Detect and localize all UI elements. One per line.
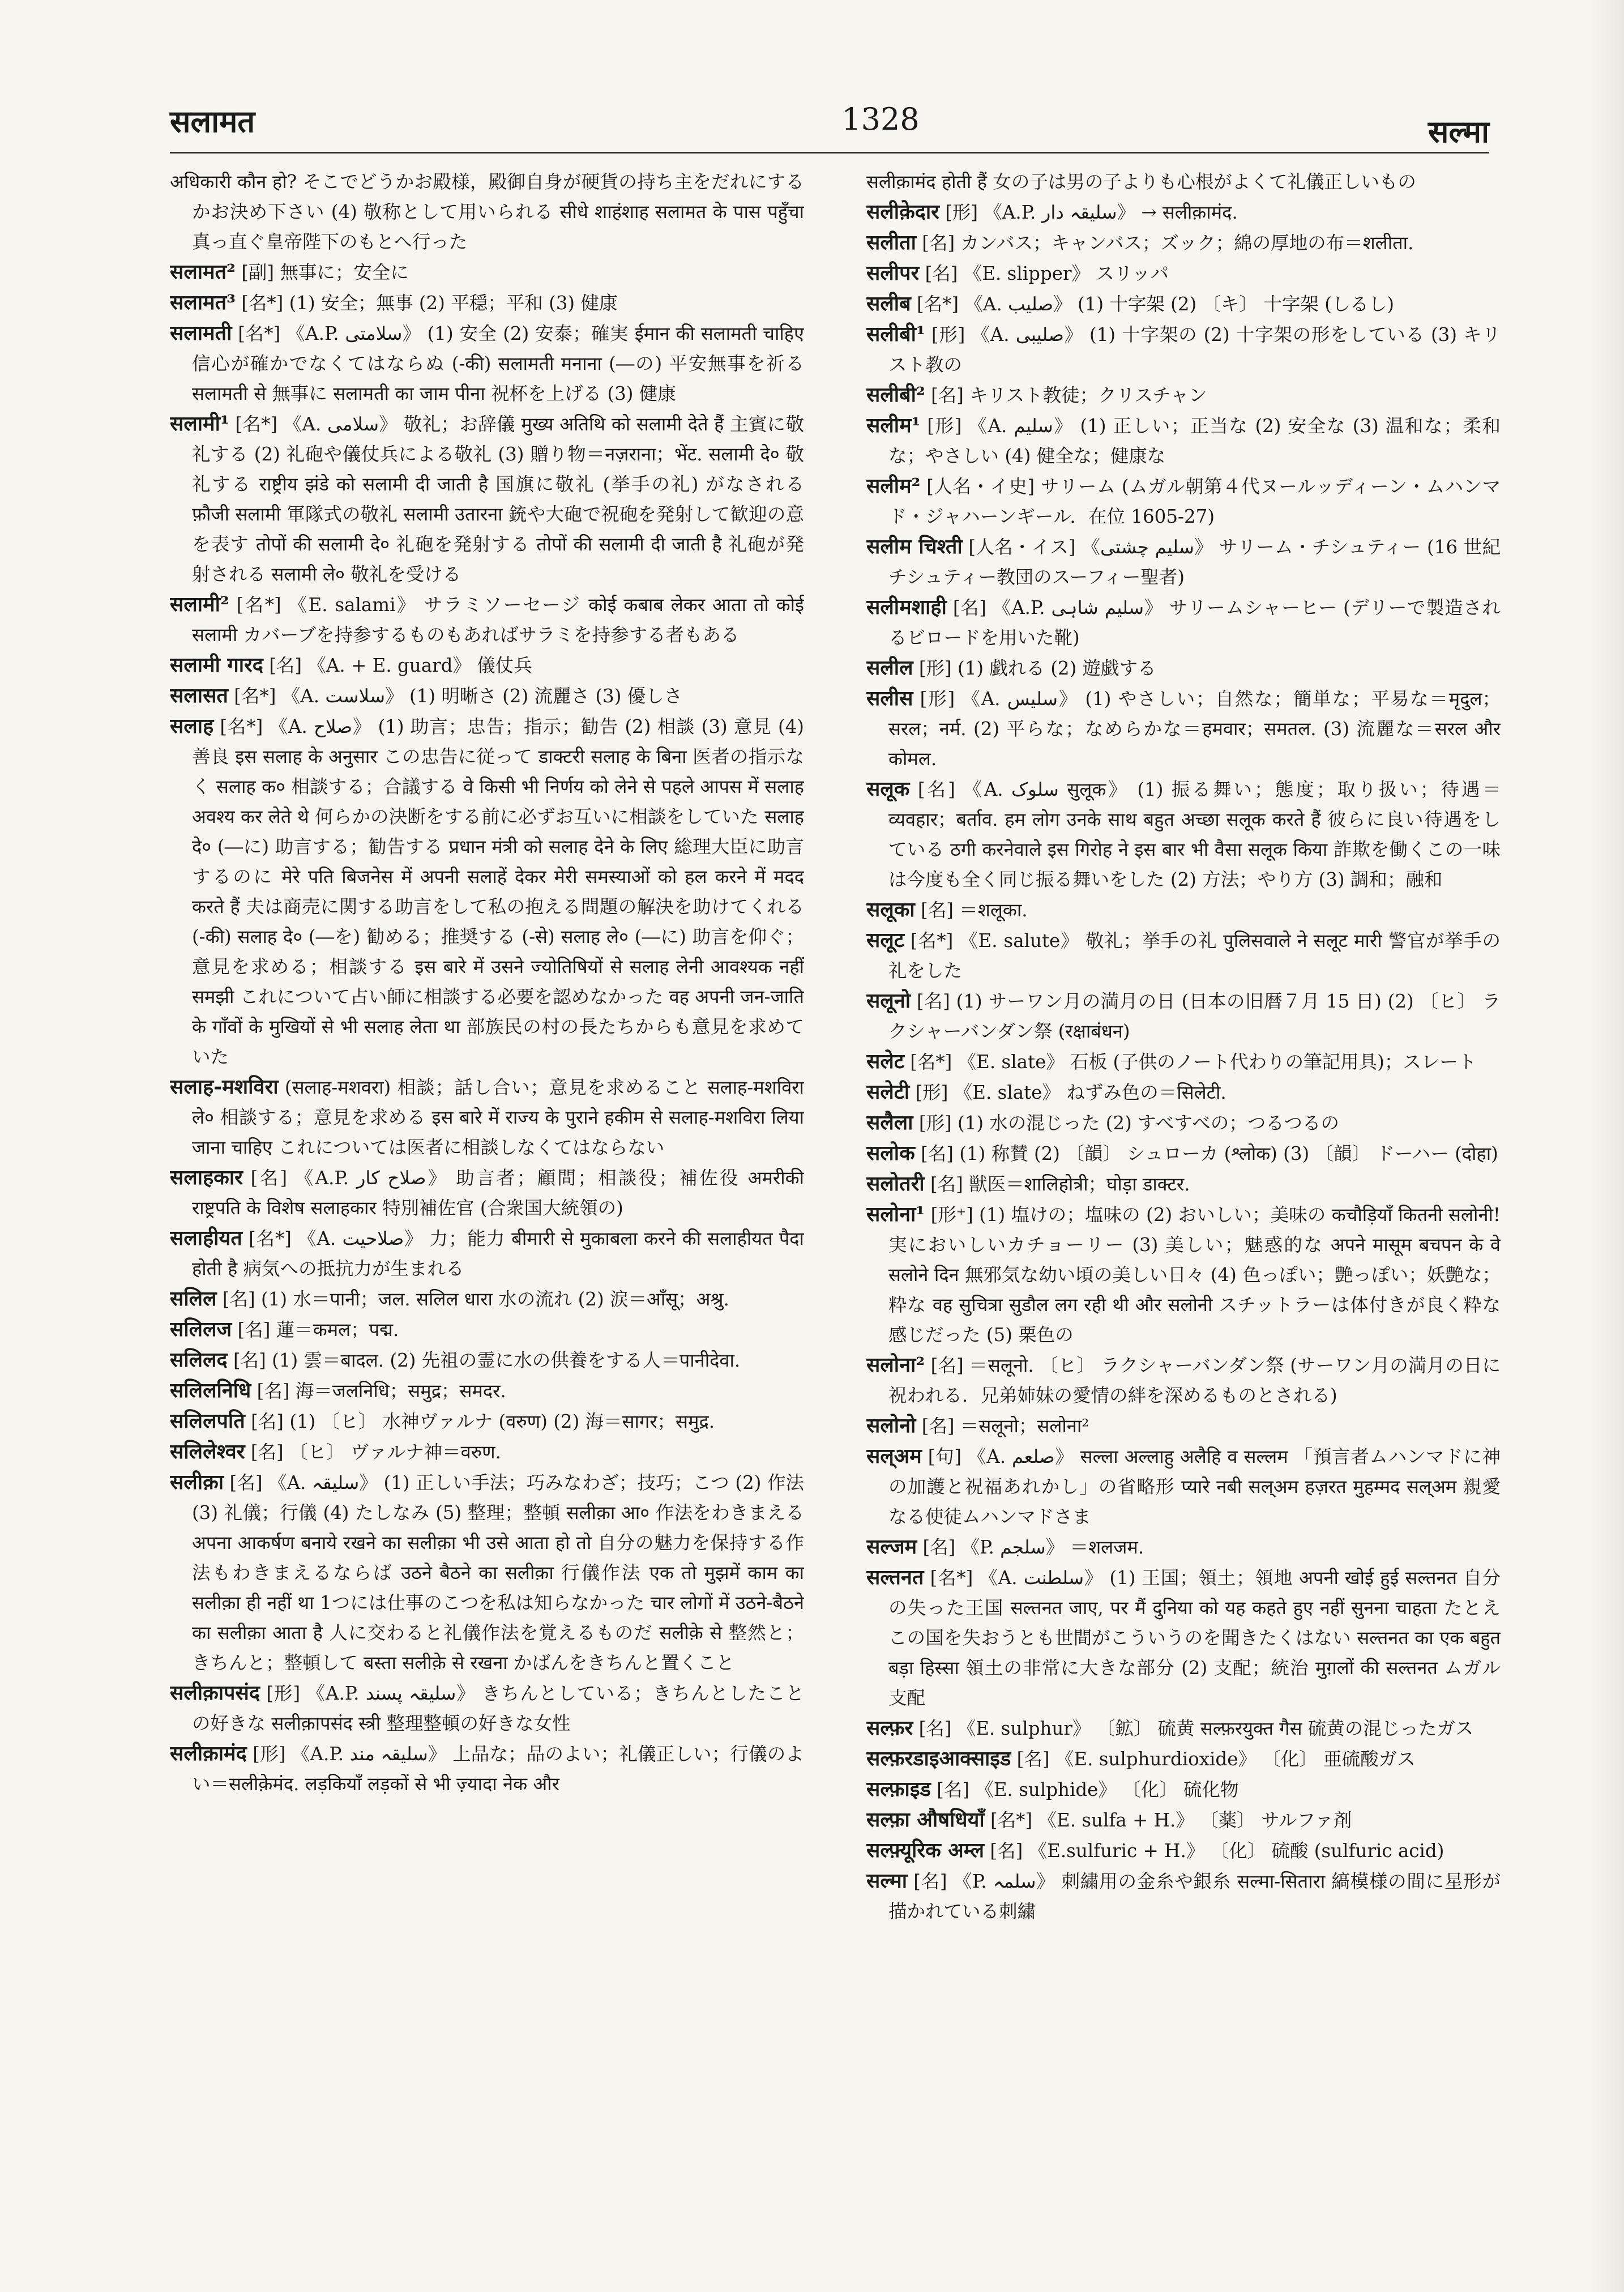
page-number: 1328 — [841, 101, 920, 137]
dictionary-entry — [866, 319, 1501, 380]
entry-definition: [名*] 《A. سلطنت》 (1) 王国；領土；領地 अपनी खोई हुई सल्तनत 自分の失った王国 सल्तनत जाए, पर मैं दुनिया को यह कहते हुए नहीं सुनना चाहता たとえこの国を失おうとも世間がこういうのを聞きたくはない सल्तनत का एक बहुत बड़ा हिस्सा 領土の非常に大きな部分 (2) 支配；統治 मुग़लों की सल्तनत ムガル支配 — [888, 1567, 1501, 1709]
dictionary-entry — [866, 1805, 1501, 1836]
dictionary-entry — [170, 1223, 804, 1284]
entry-definition: [名] 《E. sulphide》 〔化〕 硫化物 — [937, 1779, 1239, 1800]
entry-definition: [名] 《A. + E. guard》 儀仗兵 — [269, 655, 532, 676]
entry-definition: [名] キリスト教徒；クリスチャン — [931, 385, 1207, 406]
entry-headword: सल्फ़र — [866, 1716, 913, 1740]
left-column — [170, 167, 804, 2251]
entry-definition: [形] 《E. slate》 ねずみ色の＝सिलेटी. — [915, 1082, 1226, 1103]
entry-definition: [形] (1) 水の混じった (2) すべすべの；つるつるの — [918, 1112, 1339, 1134]
dictionary-entry — [866, 592, 1501, 653]
entry-headword: सलेटी — [866, 1080, 910, 1104]
dictionary-entry — [866, 1744, 1501, 1774]
entry-definition: [名] 〔ヒ〕 ヴァルナ神＝वरुण. — [250, 1441, 501, 1463]
entry-definition: [名*] 《E. slate》 石板 (子供のノート代わりの筆記用具)；スレート — [910, 1051, 1477, 1073]
dictionary-entry — [866, 1866, 1501, 1927]
entry-headword: सलेट — [866, 1049, 904, 1073]
entry-headword: सलिलपति — [170, 1409, 245, 1433]
entry-definition: [名] ＝सलूनो. 〔ヒ〕 ラクシャーバンダン祭 (サーワン月の満月の日に祝われる．兄弟姉妹の愛情の絆を深めるものとされる) — [888, 1355, 1501, 1406]
entry-headword: सल्अम — [866, 1444, 922, 1468]
dictionary-entry — [866, 895, 1501, 925]
dictionary-entry — [866, 925, 1501, 986]
entry-headword: सलोना¹ — [866, 1202, 925, 1226]
entry-headword: सलामी² — [170, 592, 229, 616]
entry-headword: सल्फ़्यूरिक अम्ल — [866, 1838, 985, 1862]
entry-definition: [名] 《A.P. صلاح کار》 助言者；顧問；相談役；補佐役 अमरीकी राष्ट्रपति के विशेष सलाहकार 特別補佐官 (合衆国大統領の) — [192, 1167, 804, 1219]
entry-definition: [形] 《A.P. سلیقہ دار》 → सलीक़ामंद. — [945, 202, 1238, 223]
dictionary-entry — [866, 1713, 1501, 1744]
entry-definition: [人名・イス] 《سلیم چشتی》 サリーム・チシュティー (16 世紀チシュティー教団のスーフィー聖者) — [888, 536, 1501, 588]
dictionary-entry — [170, 318, 804, 409]
header-guide-word-left: सलामत — [170, 103, 255, 139]
entry-definition: [名] 《A.P. سلیم شاہی》 サリームシャーヒー (デリーで製造されるビロードを用いた靴) — [888, 597, 1501, 648]
dictionary-entry — [866, 1836, 1501, 1866]
entry-headword: सलीबी² — [866, 383, 925, 407]
entry-headword: सलिलेश्वर — [170, 1440, 245, 1463]
dictionary-entry — [866, 1108, 1501, 1138]
dictionary-entry — [866, 1411, 1501, 1441]
dictionary-entry — [170, 1739, 804, 1799]
dictionary-entry — [170, 1678, 804, 1739]
entry-headword: सलूका — [866, 898, 915, 921]
dictionary-entry — [170, 1072, 804, 1163]
dictionary-entry — [866, 684, 1501, 774]
dictionary-entry — [866, 228, 1501, 258]
entry-headword: सलामी¹ — [170, 412, 229, 436]
dictionary-entry — [866, 1563, 1501, 1713]
entry-definition: सलीक़ामंद होती हैं 女の子は男の子よりも心根がよくて礼儀正しいもの — [866, 171, 1416, 193]
entry-definition: [名] 《A. سلوک सुलूक》 (1) 振る舞い；態度；取り扱い；待遇＝व्यवहार；बर्ताव. हम लोग उनके साथ बहुत अच्छा सलूक करते हैं 彼らに良い待遇をしている ठगी करनेवाले इस गिरोह ने इस बार भी वैसा सलूक किया 詐欺を働くこの一味は今度も全く同じ振る舞いをした (2) 方法；やり方 (3) 調和；融和 — [888, 779, 1501, 890]
entry-definition: [名*] 《A. صلاح》 (1) 助言；忠告；指示；勧告 (2) 相談 (3) 意見 (4) 善良 इस सलाह के अनुसार この忠告に従って डाक्टरी सलाह के बिना 医者の指示なく सलाह क० 相談する；合議する वे किसी भी निर्णय को लेने से पहले आपस में सलाह अवश्य कर लेते थे 何らかの決断をする前に必ずお互いに相談をしていた सलाह दे० (―に) 助言する；勧告する प्रधान मंत्री को सलाह देने के लिए 総理大臣に助言するのに मेरे पति बिजनेस में अपनी सलाहें देकर मेरी समस्याओं को हल करने में मदद करते हैं 夫は商売に関する助言をして私の抱える問題の解決を助けてくれる (-की) सलाह दे० (―を) 勧める；推奨する (-से) सलाह ले० (―に) 助言を仰ぐ；意見を求める；相談する इस बारे में उसने ज्योतिषियों से सलाह लेनी आवश्यक नहीं समझी これについて占い師に相談する必要を認めなかった वह अपनी जन-जाति के गाँवों के मुखियों से भी सलाह लेता था 部族民の村の長たちからも意見を求めていた — [192, 716, 804, 1068]
dictionary-entry — [866, 532, 1501, 592]
dictionary-entry — [170, 1437, 804, 1467]
dictionary-entry — [866, 289, 1501, 319]
entry-definition: [名] (1) 水＝पानी；जल. सलिल धारा 水の流れ (2) 涙＝आँसू；अश्रु. — [222, 1288, 729, 1310]
entry-definition: [名] (1) 称賛 (2) 〔韻〕 シュローカ (श्लोक) (3) 〔韻〕 ドーハー (दोहा) — [921, 1143, 1498, 1164]
entry-definition: [名*] 《A. سلامی》 敬礼；お辞儀 मुख्य अतिथि को सलामी देते हैं 主賓に敬礼する (2) 礼砲や儀仗兵による敬礼 (3) 贈り物＝नज़राना；भेंट. सलामी दे० 敬礼する राष्ट्रीय झंडे को सलामी दी जाती है 国旗に敬礼 (挙手の礼) がなされる फ़ौजी सलामी 軍隊式の敬礼 सलामी उतारना 銃や大砲で祝砲を発射して歓迎の意を表す तोपों की सलामी दे० 礼砲を発射する तोपों की सलामी दी जाती है 礼砲が発射される सलामी ले० 敬礼を受ける — [192, 413, 804, 585]
dictionary-entry — [866, 197, 1501, 228]
dictionary-entry — [866, 1532, 1501, 1563]
entry-headword: सल्मा — [866, 1869, 908, 1893]
entry-definition: [名*] 《A. صلاحیت》 力；能力 बीमारी से मुकाबला करने की सलाहीयत पैदा होती है 病気への抵抗力が生まれる — [192, 1228, 804, 1279]
dictionary-entry — [866, 380, 1501, 411]
entry-headword: सलामी गारद — [170, 653, 263, 677]
entry-definition: [名] カンバス；キャンバス；ズック；綿の厚地の布＝शलीता. — [922, 232, 1414, 254]
entry-headword: सलैला — [866, 1111, 913, 1134]
entry-headword: सलीम चिश्ती — [866, 535, 963, 558]
dictionary-entry — [866, 986, 1501, 1047]
entry-headword: सलासत — [170, 684, 228, 707]
dictionary-entry — [866, 1138, 1501, 1169]
entry-definition: [名] 獣医＝शालिहोत्री；घोड़ा डाक्टर. — [930, 1173, 1190, 1195]
entry-definition: [形] 《A.P. سلیقہ مند》 上品な；品のよい；礼儀正しい；行儀のよい＝सलीक़ेमंद. लड़कियाँ लड़कों से भी ज़्यादा नेक और — [192, 1743, 804, 1795]
page-header — [170, 99, 1489, 150]
header-guide-word-right: सल्मा — [1428, 113, 1489, 150]
entry-definition: [名*] 《E. salute》 敬礼；挙手の礼 पुलिसवाले ने सलूट मारी 警官が挙手の礼をした — [888, 930, 1501, 981]
entry-definition: [名] 《P. سلجم》 ＝शलजम. — [922, 1536, 1144, 1558]
entry-definition: [名] ＝सलूनो；सलोना² — [921, 1415, 1089, 1437]
dictionary-entry — [866, 1350, 1501, 1411]
entry-definition: [名*] 《A. صلیب》 (1) 十字架 (2) 〔キ〕 十字架 (しるし) — [916, 293, 1395, 315]
entry-headword: सलूनो — [866, 989, 911, 1013]
entry-definition: [名*] 《E. sulfa + H.》 〔薬〕 サルファ剤 — [990, 1809, 1352, 1831]
entry-headword: सलोतरी — [866, 1172, 925, 1196]
entry-headword: सलाह-मशविरा — [170, 1075, 279, 1099]
entry-definition: [形] 《A. سلیس》 (1) やさしい；自然な；簡単な；平易な＝मृदुल；सरल；नर्म. (2) 平らな；なめらかな＝हमवार；समतल. (3) 流麗な＝सरल और कोमल. — [888, 688, 1501, 770]
dictionary-entry — [170, 1284, 804, 1314]
entry-definition: [形⁺] (1) 塩けの；塩味の (2) おいしい；美味の कचौड़ियाँ कितनी सलोनी! 実においしいカチョーリー (3) 美しい；魅惑的な अपने मासूम बचपन के वे सलोने दिन 無邪気な幼い頃の美しい日々 (4) 色っぽい；艶っぽい；妖艶な；粋な वह सुचित्रा सुडौल लग रही थी और सलोनी スチットラーは体付きが良く粋な感じだった (5) 栗色の — [888, 1204, 1501, 1346]
entry-headword: सलीक़ेदार — [866, 200, 939, 224]
entry-definition: [名] 《E.sulfuric + H.》 〔化〕 硫酸 (sulfuric acid) — [990, 1840, 1444, 1862]
entry-definition: [名] 《E. slipper》 スリッパ — [925, 263, 1169, 284]
dictionary-entry — [866, 653, 1501, 684]
dictionary-entry — [866, 167, 1501, 197]
dictionary-entry — [170, 1467, 804, 1678]
entry-headword: सल्तनत — [866, 1565, 924, 1589]
entry-definition: [名] 蓮＝कमल；पद्म. — [237, 1319, 399, 1341]
entry-definition: [名*] 《A.P. سلامتی》 (1) 安全 (2) 安泰；確実 ईमान की सलामती चाहिए 信心が確かでなくてはならぬ (-की) सलामती मनाना (―の) 平安無事を祈る सलामती से 無事に सलामती का जाम पीना 祝杯を上げる (3) 健康 — [192, 323, 804, 404]
right-column — [866, 167, 1501, 2251]
entry-headword: सलाह — [170, 714, 214, 738]
entry-definition: अधिकारी कौन हो? そこでどうかお殿様，殿御自身が硬貨の持ち主をだれにするかお決め下さい (4) 敬称として用いられる सीधे शाहंशाह सलामत के पास पहुँचा 真っ直ぐ皇帝陛下のもとへ行った — [170, 171, 804, 253]
entry-headword: सलीपर — [866, 261, 920, 285]
entry-headword: सल्फ़ाइड — [866, 1777, 931, 1801]
entry-headword: सलामती — [170, 321, 232, 345]
entry-headword: सलाहीयत — [170, 1226, 242, 1250]
entry-definition: [名] 《A. سلیقہ》 (1) 正しい手法；巧みなわざ；技巧；こつ (2) 作法 (3) 礼儀；行儀 (4) たしなみ (5) 整理；整頓 सलीक़ा आ० 作法をわきまえる अपना आकर्षण बनाये रखने का सलीक़ा भी उसे आता हो तो 自分の魅力を保持する作法もわきまえるならば उठने बैठने का सलीक़ा 行儀作法 एक तो मुझमें काम का सलीक़ा ही नहीं था 1つには仕事のこつを私は知らなかった चार लोगों में उठने-बैठने का सलीक़ा आता है 人に交わると礼儀作法を覚えるものだ सलीक़े से 整然と；きちんと；整頓して बस्ता सलीक़े से रखना かばんをきちんと置くこと — [192, 1472, 804, 1674]
entry-headword: सलोक — [866, 1141, 915, 1165]
entry-definition: [形] (1) 戯れる (2) 遊戯する — [918, 658, 1156, 679]
entry-headword: सल्जम — [866, 1535, 917, 1559]
entry-definition: [名] (1) サーワン月の満月の日 (日本の旧暦７月 15 日) (2) 〔ヒ〕 ラクシャーバンダン祭 (रक्षाबंधन) — [888, 991, 1501, 1042]
dictionary-entry — [170, 681, 804, 711]
entry-headword: सलामत² — [170, 260, 236, 284]
dictionary-entry — [170, 590, 804, 650]
entry-headword: सल्फ़ा औषधियाँ — [866, 1808, 985, 1832]
entry-headword: सलूक — [866, 777, 910, 801]
entry-definition: [名] (1) 雲＝बादल. (2) 先祖の霊に水の供養をする人＝पानीदेवा. — [233, 1350, 741, 1371]
dictionary-entry — [866, 1047, 1501, 1077]
dictionary-entry — [170, 1314, 804, 1345]
dictionary-entry — [866, 258, 1501, 289]
dictionary-entry — [170, 257, 804, 288]
entry-headword: सलीमशाही — [866, 595, 947, 619]
dictionary-entry — [866, 1774, 1501, 1805]
dictionary-entry — [866, 1441, 1501, 1532]
dictionary-entry — [866, 1169, 1501, 1200]
dictionary-entry — [170, 650, 804, 681]
entry-headword: सलोना² — [866, 1353, 925, 1377]
entry-definition: [名*] 《E. salami》 サラミソーセージ कोई कबाब लेकर आता तो कोई सलामी カバーブを持参するものもあればサラミを持参する者もある — [192, 594, 804, 646]
entry-headword: सलील — [866, 656, 913, 680]
entry-headword: सलीब — [866, 292, 911, 315]
entry-definition: [形] 《A. سلیم》 (1) 正しい；正当な (2) 安全な (3) 温和な；柔和な；やさしい (4) 健全な；健康な — [888, 415, 1501, 467]
entry-definition: [形] 《A. صلیبی》 (1) 十字架の (2) 十字架の形をしている (3) キリスト教の — [888, 324, 1501, 375]
entry-headword: सलीक़ा — [170, 1470, 224, 1494]
entry-headword: सलाहकार — [170, 1166, 243, 1189]
entry-definition: [名] 《E. sulphur》 〔鉱〕 硫黄 सल्फ़रयुक्त गैस 硫黄の混じったガス — [918, 1718, 1474, 1739]
entry-definition: [人名・イ史] サリーム (ムガル朝第４代ヌールッディーン・ムハンマド・ジャハーンギール．在位 1605-27) — [888, 476, 1501, 527]
dictionary-entry — [866, 774, 1501, 895]
dictionary-entry — [170, 288, 804, 318]
entry-definition: [句] 《A. صلعم》 सल्ला अल्लाहु अलैहि व सल्लम 「預言者ムハンマドに神の加護と祝福あれかし」の省略形 प्यारे नबी सल्अम हज़रत मुहम्मद सल्अम 親愛なる使徒ムハンマドさま — [888, 1446, 1501, 1527]
dictionary-entry — [170, 1345, 804, 1376]
entry-definition: [名*] 《A. سلاست》 (1) 明晰さ (2) 流麗さ (3) 優しさ — [234, 685, 683, 707]
entry-headword: सलीबी¹ — [866, 322, 925, 346]
entry-definition: (सलाह-मशवरा) 相談；話し合い；意見を求めること सलाह-मशविरा ले० 相談する；意見を求める इस बारे में राज्य के पुराने हकीम से सलाह-मशविरा लिया जाना चाहिए これについては医者に相談しなくてはならない — [192, 1077, 804, 1158]
entry-definition: [名] 《E. sulphurdioxide》 〔化〕 亜硫酸ガス — [1016, 1748, 1416, 1770]
header-rule — [170, 152, 1489, 153]
entry-headword: सलीम² — [866, 474, 921, 498]
dictionary-entry — [170, 1163, 804, 1223]
scan-edge-shadow — [1590, 0, 1624, 2292]
entry-headword: सलीक़ापसंद — [170, 1681, 260, 1705]
entry-headword: सलीक़ामंद — [170, 1742, 247, 1765]
entry-definition: [名] (1) 〔ヒ〕 水神ヴァルナ (वरुण) (2) 海＝सागर；समुद्र. — [251, 1411, 715, 1432]
dictionary-entry — [170, 711, 804, 1072]
dictionary-entry — [866, 471, 1501, 532]
entry-definition: [形] 《A.P. سلیقہ پسند》 きちんとしている；きちんとしたことの好きな सलीक़ापसंद स्त्री 整理整頓の好きな女性 — [192, 1683, 804, 1734]
dictionary-entry — [170, 409, 804, 590]
entry-headword: सलीम¹ — [866, 413, 921, 437]
entry-definition: [名] 海＝जलनिधि；समुद्र；समदर. — [257, 1380, 506, 1402]
entry-definition: [名] ＝शलूका. — [921, 899, 1028, 921]
entry-headword: सल्फ़रडाइआक्साइड — [866, 1747, 1011, 1770]
entry-headword: सलीता — [866, 231, 916, 254]
dictionary-entry — [866, 1200, 1501, 1350]
entry-definition: [名] 《P. سلمہ》 刺繍用の金糸や銀糸 सल्मा-सितारा 縞模様の間に星形が描かれている刺繍 — [888, 1871, 1501, 1922]
entry-headword: सलूट — [866, 928, 904, 952]
entry-headword: सलोनो — [866, 1414, 916, 1437]
entry-headword: सलीस — [866, 686, 913, 710]
dictionary-entry — [866, 411, 1501, 471]
dictionary-entry — [170, 1376, 804, 1406]
entry-headword: सलिलद — [170, 1348, 228, 1372]
entry-definition: [副] 無事に；安全に — [241, 262, 409, 283]
dictionary-entry — [170, 1406, 804, 1437]
dictionary-entry — [170, 167, 804, 257]
entry-headword: सलामत³ — [170, 291, 236, 314]
entry-headword: सलिल — [170, 1287, 217, 1311]
entry-headword: सलिलज — [170, 1317, 232, 1341]
entry-definition: [名*] (1) 安全；無事 (2) 平穏；平和 (3) 健康 — [241, 292, 618, 314]
entry-headword: सलिलनिधि — [170, 1378, 251, 1402]
dictionary-entry — [866, 1077, 1501, 1108]
